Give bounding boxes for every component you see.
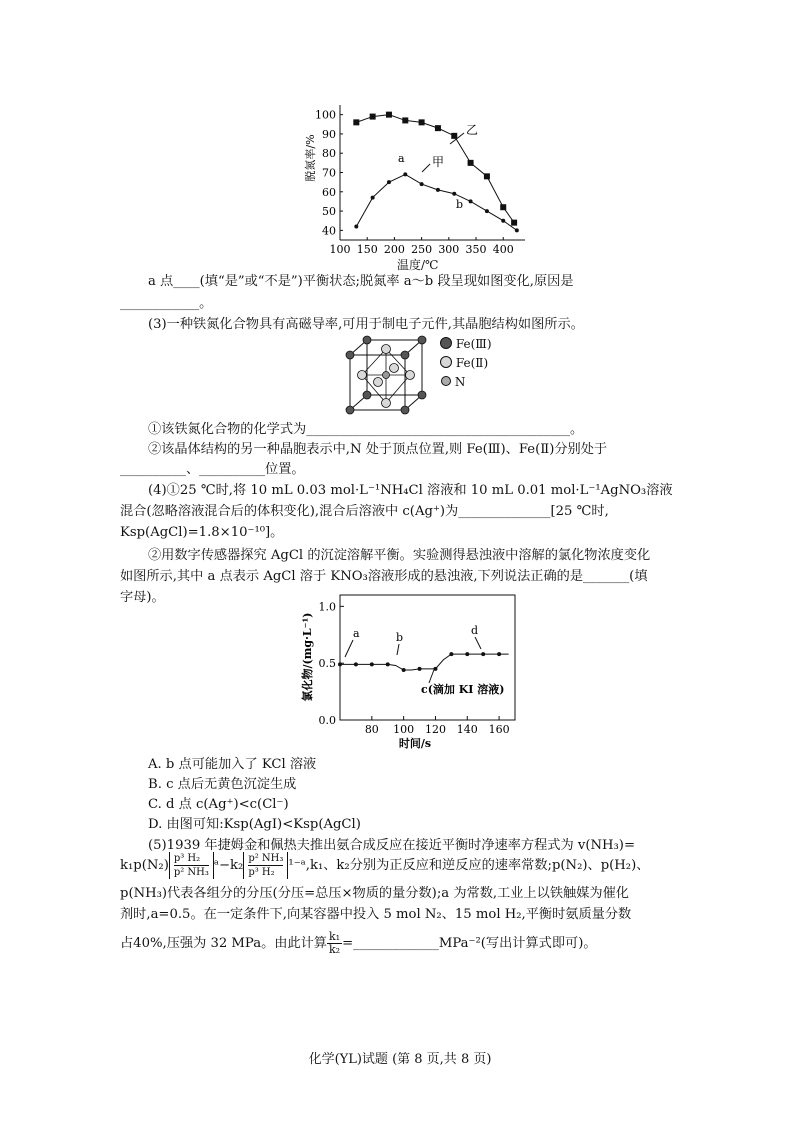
q3-1: ①该铁氮化合物的化学式为________________________________________。 — [148, 422, 584, 437]
c1-point-dot — [420, 182, 424, 186]
chart2-series — [338, 652, 509, 672]
c1-ytick-label: 60 — [322, 185, 336, 199]
bracket-2 — [243, 852, 288, 879]
c1-ytick-label: 80 — [322, 147, 336, 161]
chart1-label-jia: 甲 — [432, 155, 445, 169]
k-ratio-num: k₁ — [329, 930, 341, 943]
br2-bot: p³ H₂ — [248, 867, 275, 878]
c1-point-dot — [403, 172, 407, 176]
c1-ytick-label: 100 — [315, 108, 336, 122]
c1-xtick-label: 350 — [465, 243, 487, 256]
c2-xtick-label: 120 — [424, 723, 446, 736]
c1-point-square — [451, 133, 457, 139]
q5b — [120, 848, 649, 884]
k-ratio-den: k₂ — [329, 943, 341, 956]
q5b-mid: ᵃ−k₂ — [213, 858, 244, 873]
c1-point-square — [484, 173, 490, 179]
chart1-label-yi: 乙 — [466, 123, 479, 137]
c1-ytick-label: 50 — [322, 205, 336, 219]
q-a-point-2: ____________。 — [120, 296, 213, 311]
fe2-legend-icon — [440, 356, 452, 368]
q5b-post: ¹⁻ᵃ,k₁、k₂分别为正反应和逆反应的速率常数;p(N₂)、p(H₂)、 — [288, 858, 650, 873]
q4-2b: 如图所示,其中 a 点表示 AgCl 溶于 KNO₃溶液形成的悬浊液,下列说法正确的是_______(填 — [120, 569, 648, 584]
c1-point-dot — [515, 228, 519, 232]
c2-point — [338, 662, 342, 666]
c1-point-square — [370, 114, 376, 120]
c1-point-square — [353, 119, 359, 125]
q5b-pre: k₁p(N₂) — [120, 858, 169, 873]
c1-point-dot — [354, 225, 358, 229]
chart2-label-c: c(滴加 KI 溶液) — [421, 683, 505, 696]
c1-point-square — [386, 112, 392, 118]
q5e-pre: 占40%,压强为 32 MPa。由此计算 — [120, 936, 327, 951]
option-c: C. d 点 c(Ag⁺)<c(Cl⁻) — [148, 797, 289, 812]
chart1-ticks — [315, 109, 514, 256]
c1-point-dot — [501, 219, 505, 223]
chart2-label-b: b — [396, 631, 404, 644]
n-legend-icon — [441, 376, 451, 386]
option-d: D. 由图可知:Ksp(AgI)<Ksp(AgCl) — [148, 817, 361, 832]
denitrification-chart — [300, 100, 530, 270]
c2-point — [481, 652, 485, 656]
chart1-label-b: b — [456, 198, 464, 211]
c2-point — [449, 652, 453, 656]
c1-point-dot — [452, 192, 456, 196]
c1-xtick-label: 250 — [411, 243, 433, 256]
q5d: 剂时,a=0.5。在一定条件下,向某容器中投入 5 mol N₂、15 mol H₂,平衡时氨质量分数 — [120, 907, 632, 922]
fe3-legend-icon — [440, 337, 452, 349]
br1-bot: p² NH₃ — [173, 867, 209, 878]
c1-point-square — [402, 117, 408, 123]
br1-top: p³ H₂ — [174, 852, 209, 866]
chart1-ylabel: 脱氮率/% — [304, 134, 317, 182]
c1-xtick-label: 300 — [438, 243, 460, 256]
c2-xtick-label: 160 — [488, 723, 510, 736]
c2-ytick-label: 0.0 — [318, 714, 336, 727]
k-ratio — [327, 931, 342, 956]
option-b: B. c 点后无黄色沉淀生成 — [148, 777, 297, 792]
chart2-frame — [340, 595, 515, 720]
chart2-ylabel: 氯化物/(mg·L⁻¹) — [301, 612, 314, 702]
bracket-1 — [169, 852, 214, 879]
c2-point — [465, 652, 469, 656]
crystal-legend — [440, 335, 492, 392]
q4-1a: (4)①25 ℃时,将 10 mL 0.03 mol·L⁻¹NH₄Cl 溶液和 10 mL 0.01 mol·L⁻¹AgNO₃溶液 — [148, 483, 673, 498]
page-footer: 化学(YL)试题 (第 8 页,共 8 页) — [308, 1052, 492, 1067]
c1-point-square — [511, 220, 517, 226]
chart1-xlabel: 温度/℃ — [397, 258, 439, 272]
q3-2: ②该晶体结构的另一种晶胞表示中,N 处于顶点位置,则 Fe(Ⅲ)、Fe(Ⅱ)分别处于 — [148, 442, 608, 457]
chloride-chart — [295, 585, 525, 750]
legend-fe3: Fe(Ⅲ) — [455, 337, 492, 351]
c1-series-line — [356, 174, 517, 230]
c2-ytick-label: 0.5 — [318, 657, 336, 671]
c1-point-square — [419, 119, 425, 125]
q5c: p(NH₃)代表各组分的分压(分压=总压×物质的量分数);a 为常数,工业上以铁触媒为催化 — [120, 886, 629, 901]
q3: (3)一种铁氮化合物具有高磁导率,可用于制电子元件,其晶胞结构如图所示。 — [148, 317, 584, 332]
c2-ytick-label: 1.0 — [318, 600, 336, 614]
c2-series-line — [340, 654, 509, 670]
q4-1c: Ksp(AgCl)=1.8×10⁻¹⁰]。 — [120, 525, 284, 540]
q5e — [120, 924, 597, 964]
c1-point-dot — [485, 209, 489, 213]
q4-2a: ②用数字传感器探究 AgCl 的沉淀溶解平衡。实验测得悬浊液中溶解的氯化物浓度变化 — [148, 548, 651, 563]
c2-xtick-label: 80 — [364, 723, 379, 736]
chart2-label-d: d — [471, 624, 479, 637]
c1-xtick-label: 200 — [383, 243, 405, 256]
q5a: (5)1939 年捷姆金和佩热夫推出氨合成反应在接近平衡时净速率方程式为 v(NH₃)= — [148, 838, 635, 853]
q5e-post: =_____________MPa⁻²(写出计算式即可)。 — [342, 936, 597, 951]
c1-point-square — [435, 125, 441, 131]
c2-point — [418, 667, 422, 671]
q-a-point: a 点____(填“是”或“不是”)平衡状态;脱氮率 a～b 段呈现如图变化,原因是 — [148, 274, 574, 289]
chart2-label-a: a — [353, 627, 360, 640]
q3-2b: __________、__________位置。 — [120, 462, 305, 477]
c2-point — [497, 652, 501, 656]
option-a: A. b 点可能加入了 KCl 溶液 — [148, 757, 317, 772]
c1-ytick-label: 70 — [322, 166, 336, 180]
c1-xtick-label: 100 — [329, 243, 351, 256]
c2-xtick-label: 140 — [456, 723, 478, 736]
legend-n: N — [454, 375, 466, 389]
q4-2c: 字母)。 — [120, 590, 165, 605]
c1-xtick-label: 150 — [356, 243, 378, 256]
chart2-ticks — [319, 600, 510, 736]
q4-1b: 混合(忽略溶液混合后的体积变化),混合后溶液中 c(Ag⁺)为______________[25 ℃时, — [120, 504, 609, 519]
c1-point-dot — [387, 180, 391, 184]
c1-point-dot — [469, 199, 473, 203]
crystal-cell-diagram — [340, 335, 432, 417]
chart2-xlabel: 时间/s — [398, 737, 432, 750]
c2-xtick-label: 100 — [393, 723, 415, 736]
c1-point-square — [468, 160, 474, 166]
c1-ytick-label: 40 — [322, 224, 336, 238]
chart1-axes — [340, 105, 525, 240]
chart1-jia-pointer — [422, 164, 430, 172]
c1-xtick-label: 400 — [492, 243, 514, 256]
chart1-series — [353, 112, 519, 233]
c2-point — [402, 668, 406, 672]
legend-fe2: Fe(Ⅱ) — [455, 356, 489, 370]
br2-top: p² NH₃ — [248, 853, 284, 864]
c1-ytick-label: 90 — [322, 127, 336, 141]
c2-point — [386, 662, 390, 666]
chart1-label-a: a — [398, 152, 405, 165]
c1-point-dot — [371, 196, 375, 200]
c2-point — [354, 662, 358, 666]
c1-point-dot — [436, 188, 440, 192]
c1-point-square — [500, 204, 506, 210]
c2-point — [370, 662, 374, 666]
